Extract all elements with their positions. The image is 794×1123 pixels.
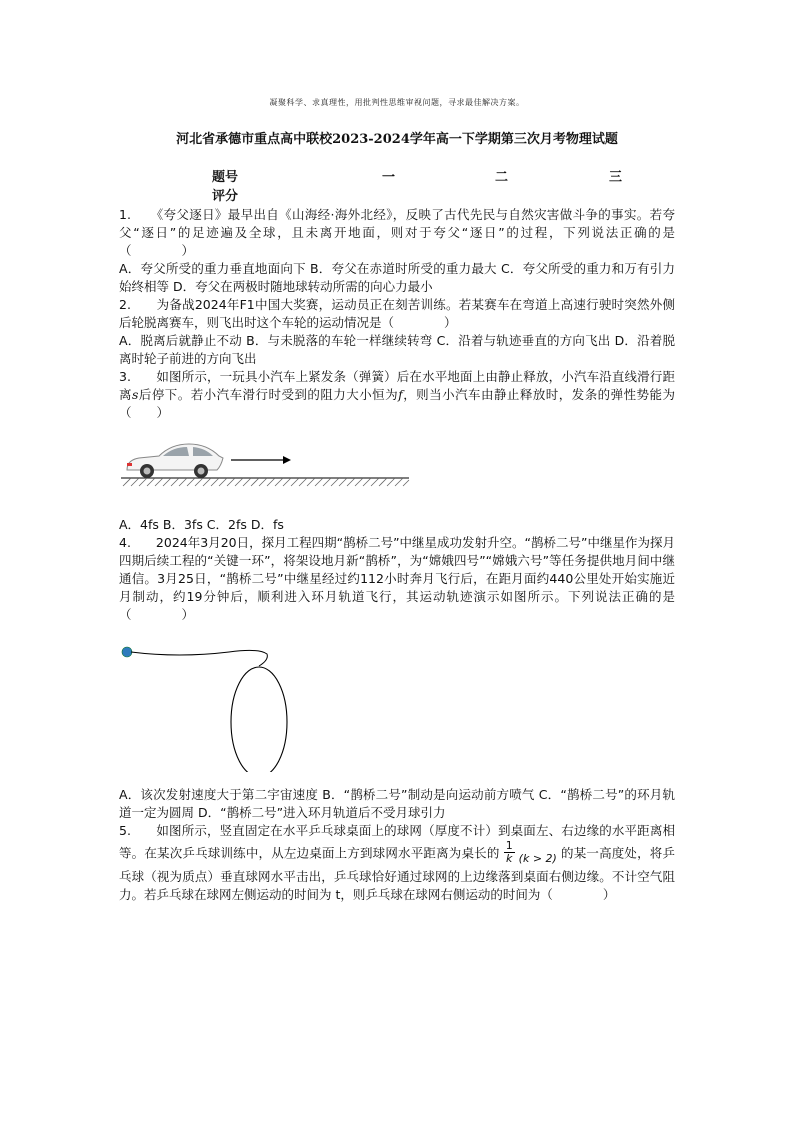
- question-1-stem: 1. 《夸父逐日》最早出自《山海经·海外北经》，反映了古代先民与自然灾害做斗争的事实。若夸父“逐日”的足迹遍及全球，且未离开地面，则对于夸父“逐日”的过程，下列说法正确的是（ ）: [119, 207, 675, 258]
- variable-f: f: [398, 387, 403, 402]
- questions-content: [119, 206, 675, 904]
- question-2-stem: 2. 为备战2024年F1中国大奖赛，运动员正在刻苦训练。若某赛车在弯道上高速行驶时突然外侧后轮脱离赛车，则飞出时这个车轮的运动情况是（ ）: [119, 297, 675, 330]
- toy-car-icon: [127, 444, 223, 478]
- question-5-stem-part-a: 5. 如图所示，竖直固定在水平乒乓球桌面上的球网（厚度不计）到桌面左、右边缘的水平距离相等。在某次乒乓球训练中，从左边桌面上方到球网水平距离为桌长的: [119, 823, 675, 861]
- score-row-header: [212, 166, 672, 185]
- question-3-stem-part-c: ，则当小汽车由静止释放时，发条的弹性势能为（ ）: [119, 387, 675, 420]
- fraction-numerator: 1: [505, 839, 513, 852]
- question-2-options: A．脱离后就静止不动 B．与未脱落的车轮一样继续转弯 C．沿着与轨迹垂直的方向飞出 D．沿着脱离时轮子前进的方向飞出: [119, 333, 675, 366]
- question-5-stem-part-b: 的某一高度处，将乒乓球（视为质点）垂直球网水平击出，乒乓球恰好通过球网的上边缘落到桌面右侧边缘。不计空气阻力。若乒乓球在球网左侧运动的时间为 t，则乒乓球在球网右侧运动的时间为（ ）: [119, 845, 675, 902]
- variable-s: s: [131, 387, 139, 402]
- score-table: [212, 166, 672, 204]
- question-4-stem: 4. 2024年3月20日，探月工程四期“鹊桥二号”中继星成功发射升空。“鹊桥二号”中继星作为探月四期后续工程的“关键一环”，将架设地月新“鹊桥”，为“嫦娥四号”“嫦娥六号”等任务提供地月间中继通信。3月25日，“鹊桥二号”中继星经过约112小时奔月飞行后，在距月面约440公里处开始实施近月制动，约19分钟后，顺利进入环月轨道飞行，其运动轨迹演示如图所示。下列说法正确的是（ ）: [119, 535, 676, 622]
- toy-car-figure: [119, 436, 419, 496]
- score-label-question: 题号: [212, 170, 239, 185]
- question-5-stem: [119, 822, 675, 904]
- document-title: 河北省承德市重点高中联校2023-2024学年高一下学期第三次月考物理试题: [176, 132, 618, 147]
- question-4-options: A．该次发射速度大于第二宇宙速度 B．“鹊桥二号”制动是向运动前方喷气 C．“鹊桥二号”的环月轨道一定为圆周 D．“鹊桥二号”进入环月轨道后不受月球引力: [119, 787, 675, 820]
- question-3-stem: [119, 368, 675, 422]
- score-col-1: 一: [382, 170, 396, 185]
- question-3-stem-part-a: 3. 如图所示，一玩具小汽车上紧发条（弹簧）后在水平地面上由静止释放，小汽车沿直线滑行距离: [119, 369, 675, 402]
- fraction-denominator: k: [506, 852, 513, 865]
- score-label-score: 评分: [212, 189, 239, 204]
- question-3-options: A．4fs B．3fs C．2fs D．fs: [119, 517, 284, 532]
- question-1-options: A．夸父所受的重力垂直地面向下 B．夸父在赤道时所受的重力最大 C．夸父所受的重力和万有引力始终相等 D．夸父在两极时随地球转动所需的向心力最小: [119, 261, 675, 294]
- fraction-1-over-k: [504, 840, 557, 868]
- question-3-stem-part-b: 后停下。若小汽车滑行时受到的阻力大小恒为: [138, 387, 399, 402]
- lunar-orbit-ellipse: [231, 667, 287, 772]
- score-col-2: 二: [495, 170, 509, 185]
- fraction-condition: (k > 2): [518, 852, 557, 865]
- score-row-score: [212, 185, 672, 204]
- relay-satellite-trajectory-figure: [119, 642, 319, 772]
- score-col-3: 三: [609, 170, 623, 185]
- earth-icon: [122, 647, 132, 657]
- header-note: 凝聚科学、求真理性，用批判性思维审视问题，寻求最佳解决方案。: [269, 98, 525, 107]
